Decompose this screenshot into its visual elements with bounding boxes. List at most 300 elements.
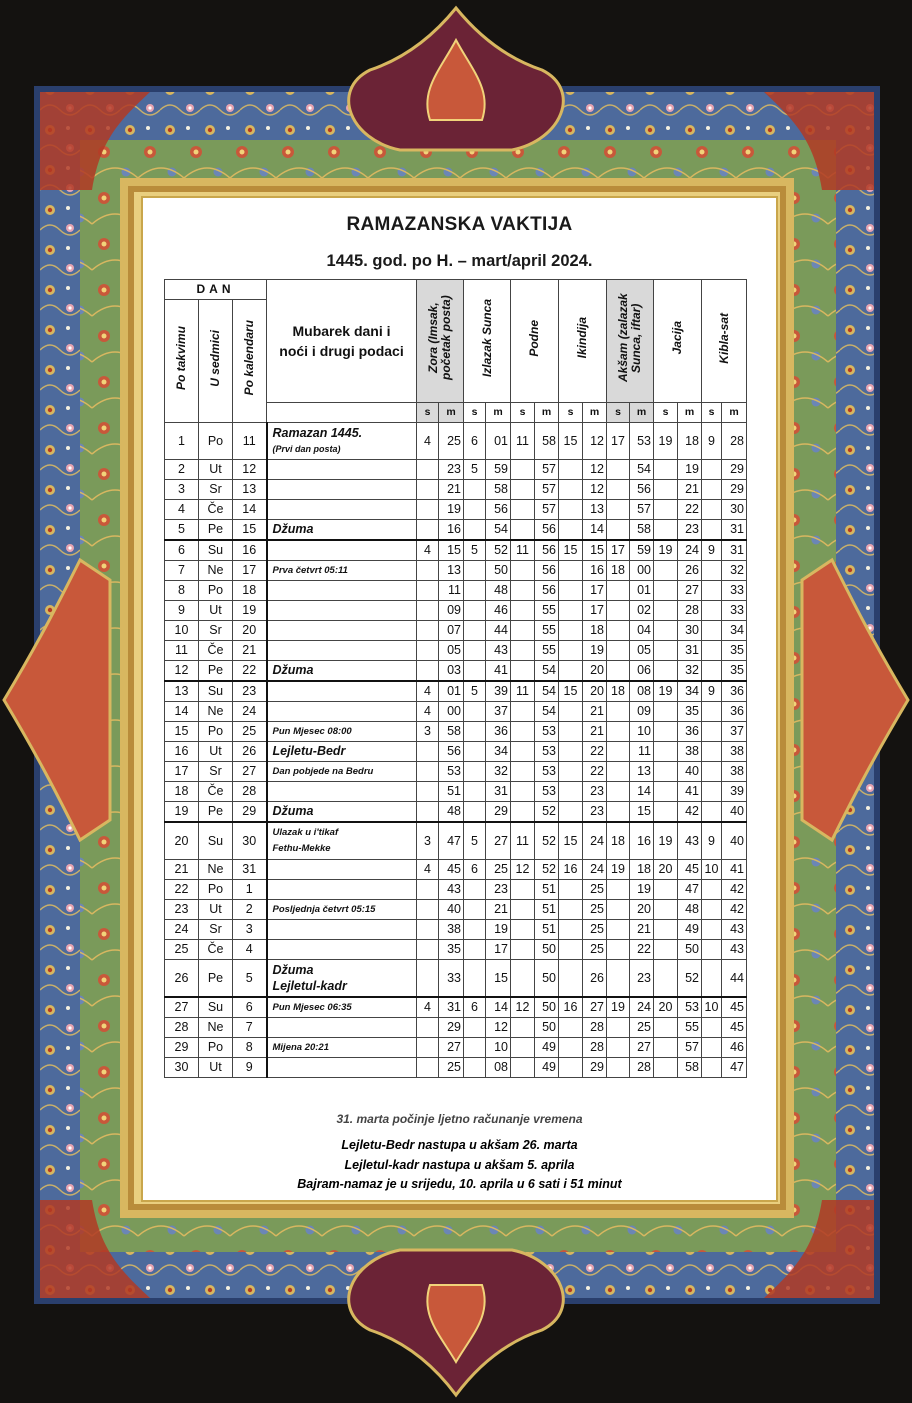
time-hours: [607, 702, 630, 722]
time-minutes: 45: [678, 860, 702, 880]
day-weekday: Su: [199, 822, 233, 860]
time-minutes: 54: [535, 661, 559, 682]
time-hours: [417, 581, 439, 601]
time-minutes: 15: [583, 540, 607, 561]
day-takvim: 30: [165, 1058, 199, 1078]
time-hours: [654, 802, 678, 823]
day-weekday: Sr: [199, 621, 233, 641]
time-hours: [702, 621, 722, 641]
time-hours: 19: [607, 997, 630, 1018]
time-minutes: 25: [583, 900, 607, 920]
time-minutes: 53: [535, 742, 559, 762]
day-takvim: 13: [165, 681, 199, 702]
time-minutes: 58: [630, 520, 654, 541]
time-hours: [417, 520, 439, 541]
day-takvim: 7: [165, 561, 199, 581]
unit-hours: s: [654, 403, 678, 423]
time-minutes: 26: [678, 561, 702, 581]
time-minutes: 10: [486, 1038, 511, 1058]
time-hours: [511, 480, 535, 500]
unit-hours: s: [702, 403, 722, 423]
time-hours: [607, 722, 630, 742]
time-hours: [464, 520, 486, 541]
time-hours: [607, 782, 630, 802]
sedmica-header: U sedmici: [199, 300, 233, 423]
time-minutes: 35: [439, 940, 464, 960]
time-hours: [702, 1038, 722, 1058]
time-minutes: 47: [678, 880, 702, 900]
time-minutes: 12: [486, 1018, 511, 1038]
time-hours: [654, 500, 678, 520]
table-row: [165, 960, 747, 998]
time-hours: [607, 1018, 630, 1038]
time-hours: [464, 702, 486, 722]
time-hours: [511, 940, 535, 960]
day-weekday: Su: [199, 997, 233, 1018]
day-note: [267, 621, 417, 641]
table-row: [165, 762, 747, 782]
time-minutes: 56: [535, 561, 559, 581]
time-hours: [417, 500, 439, 520]
time-hours: [559, 621, 583, 641]
time-hours: [464, 641, 486, 661]
time-minutes: 36: [722, 702, 747, 722]
time-minutes: 56: [439, 742, 464, 762]
note-line: Džuma: [272, 804, 314, 818]
day-note: [267, 1058, 417, 1078]
day-takvim: 1: [165, 423, 199, 460]
time-minutes: 27: [583, 997, 607, 1018]
table-row: [165, 681, 747, 702]
day-note: [267, 702, 417, 722]
time-minutes: 13: [439, 561, 464, 581]
time-minutes: 26: [583, 960, 607, 998]
time-minutes: 54: [630, 460, 654, 480]
time-minutes: 05: [630, 641, 654, 661]
time-minutes: 22: [678, 500, 702, 520]
kibla-header: Kibla-sat: [702, 280, 747, 403]
ikindija-header: Ikindija: [559, 280, 607, 403]
day-takvim: 5: [165, 520, 199, 541]
time-hours: [417, 802, 439, 823]
day-calendar: 14: [233, 500, 267, 520]
day-takvim: 18: [165, 782, 199, 802]
day-takvim: 9: [165, 601, 199, 621]
time-hours: [702, 742, 722, 762]
note-line: Lejletul-kadr: [272, 979, 347, 993]
day-note: [267, 581, 417, 601]
time-minutes: 20: [630, 900, 654, 920]
note-line: Džuma: [272, 663, 314, 677]
table-row: [165, 722, 747, 742]
day-takvim: 26: [165, 960, 199, 998]
time-minutes: 44: [486, 621, 511, 641]
time-hours: [511, 742, 535, 762]
time-hours: [702, 900, 722, 920]
time-hours: 12: [511, 997, 535, 1018]
time-minutes: 21: [678, 480, 702, 500]
time-minutes: 33: [722, 601, 747, 621]
day-note: [267, 540, 417, 561]
day-calendar: 29: [233, 802, 267, 823]
note-line: Ramazan 1445.: [272, 426, 363, 440]
table-row: [165, 480, 747, 500]
day-takvim: 4: [165, 500, 199, 520]
time-minutes: 57: [535, 460, 559, 480]
time-hours: 19: [654, 540, 678, 561]
time-hours: [702, 762, 722, 782]
day-takvim: 22: [165, 880, 199, 900]
time-hours: [702, 782, 722, 802]
time-minutes: 43: [722, 920, 747, 940]
day-weekday: Po: [199, 423, 233, 460]
time-hours: [654, 880, 678, 900]
time-minutes: 59: [630, 540, 654, 561]
time-hours: [654, 621, 678, 641]
time-hours: 19: [607, 860, 630, 880]
time-minutes: 54: [535, 702, 559, 722]
time-hours: [511, 520, 535, 541]
time-hours: [464, 661, 486, 682]
time-minutes: 11: [630, 742, 654, 762]
unit-minutes: m: [439, 403, 464, 423]
note-line: Džuma: [272, 963, 314, 977]
time-minutes: 13: [583, 500, 607, 520]
time-hours: 18: [607, 681, 630, 702]
time-minutes: 14: [486, 997, 511, 1018]
time-minutes: 41: [722, 860, 747, 880]
time-minutes: 23: [583, 782, 607, 802]
time-minutes: 02: [630, 601, 654, 621]
time-minutes: 23: [486, 880, 511, 900]
time-hours: [559, 1018, 583, 1038]
unit-hours: s: [511, 403, 535, 423]
time-minutes: 28: [583, 1038, 607, 1058]
time-minutes: 03: [439, 661, 464, 682]
time-hours: 17: [607, 423, 630, 460]
time-hours: [417, 940, 439, 960]
time-hours: [654, 581, 678, 601]
time-hours: [607, 621, 630, 641]
time-minutes: 51: [439, 782, 464, 802]
day-calendar: 11: [233, 423, 267, 460]
table-row: [165, 561, 747, 581]
time-hours: [607, 460, 630, 480]
time-minutes: 45: [439, 860, 464, 880]
time-hours: [559, 480, 583, 500]
day-weekday: Sr: [199, 480, 233, 500]
time-hours: [417, 661, 439, 682]
table-row: [165, 880, 747, 900]
time-hours: [654, 1058, 678, 1078]
time-hours: [654, 1038, 678, 1058]
zora-header: Zora (Imsak, početak posta): [417, 280, 464, 403]
day-calendar: 28: [233, 782, 267, 802]
table-row: [165, 641, 747, 661]
time-minutes: 35: [722, 661, 747, 682]
day-weekday: Ne: [199, 860, 233, 880]
day-note: [267, 661, 417, 682]
time-minutes: 53: [439, 762, 464, 782]
time-hours: 15: [559, 423, 583, 460]
time-minutes: 31: [722, 520, 747, 541]
table-row: [165, 500, 747, 520]
time-minutes: 49: [535, 1058, 559, 1078]
time-hours: [511, 1038, 535, 1058]
time-minutes: 56: [486, 500, 511, 520]
time-minutes: 52: [535, 802, 559, 823]
time-minutes: 59: [486, 460, 511, 480]
time-hours: [702, 702, 722, 722]
time-minutes: 47: [722, 1058, 747, 1078]
day-weekday: Po: [199, 722, 233, 742]
time-minutes: 21: [583, 702, 607, 722]
time-hours: 5: [464, 540, 486, 561]
time-hours: [654, 960, 678, 998]
unit-minutes: m: [630, 403, 654, 423]
time-minutes: 01: [439, 681, 464, 702]
day-note: [267, 1038, 417, 1058]
time-hours: 11: [511, 681, 535, 702]
time-minutes: 55: [535, 621, 559, 641]
time-hours: [607, 920, 630, 940]
table-row: [165, 601, 747, 621]
note-line: Mijena 20:21: [272, 1042, 329, 1053]
day-calendar: 30: [233, 822, 267, 860]
time-hours: [607, 480, 630, 500]
time-hours: [511, 621, 535, 641]
time-hours: [417, 621, 439, 641]
day-calendar: 5: [233, 960, 267, 998]
takvim-header: Po takvimu: [165, 300, 199, 423]
time-hours: 5: [464, 681, 486, 702]
day-weekday: Če: [199, 940, 233, 960]
day-takvim: 23: [165, 900, 199, 920]
note-line: Posljednja četvrt 05:15: [272, 904, 376, 915]
dst-note: 31. marta počinje ljetno računanje vremena: [336, 1112, 583, 1126]
page-title: RAMAZANSKA VAKTIJA: [346, 214, 573, 235]
time-hours: 15: [559, 822, 583, 860]
time-minutes: 24: [630, 997, 654, 1018]
time-hours: [464, 742, 486, 762]
time-minutes: 11: [439, 581, 464, 601]
time-hours: [464, 1058, 486, 1078]
time-minutes: 19: [678, 460, 702, 480]
time-hours: [654, 940, 678, 960]
time-hours: 5: [464, 460, 486, 480]
day-weekday: Po: [199, 581, 233, 601]
time-minutes: 24: [678, 540, 702, 561]
time-hours: [607, 641, 630, 661]
unit-minutes: m: [722, 403, 747, 423]
time-minutes: 31: [678, 641, 702, 661]
day-note: [267, 722, 417, 742]
unit-hours: s: [559, 403, 583, 423]
time-hours: [511, 1058, 535, 1078]
time-hours: [464, 1038, 486, 1058]
time-minutes: 15: [630, 802, 654, 823]
time-minutes: 25: [583, 920, 607, 940]
day-note: [267, 423, 417, 460]
time-minutes: 29: [583, 1058, 607, 1078]
time-minutes: 53: [535, 782, 559, 802]
unit-hours: s: [464, 403, 486, 423]
day-calendar: 25: [233, 722, 267, 742]
time-hours: [702, 802, 722, 823]
time-hours: [559, 960, 583, 998]
time-hours: [417, 641, 439, 661]
time-hours: 4: [417, 540, 439, 561]
time-hours: [464, 500, 486, 520]
day-note: [267, 940, 417, 960]
day-calendar: 19: [233, 601, 267, 621]
table-row: [165, 702, 747, 722]
jacija-header: Jacija: [654, 280, 702, 403]
day-weekday: Ut: [199, 742, 233, 762]
day-calendar: 3: [233, 920, 267, 940]
time-hours: [702, 480, 722, 500]
note-line: Prva četvrt 05:11: [272, 565, 348, 576]
time-hours: [559, 762, 583, 782]
time-minutes: 46: [722, 1038, 747, 1058]
time-minutes: 18: [678, 423, 702, 460]
day-takvim: 15: [165, 722, 199, 742]
time-minutes: 09: [439, 601, 464, 621]
time-minutes: 58: [439, 722, 464, 742]
time-minutes: 57: [678, 1038, 702, 1058]
table-row: [165, 540, 747, 561]
time-minutes: 41: [486, 661, 511, 682]
day-weekday: Pe: [199, 960, 233, 998]
time-minutes: 38: [678, 742, 702, 762]
time-minutes: 54: [486, 520, 511, 541]
time-minutes: 49: [535, 1038, 559, 1058]
day-takvim: 11: [165, 641, 199, 661]
day-weekday: Ne: [199, 702, 233, 722]
time-minutes: 01: [630, 581, 654, 601]
time-hours: [654, 900, 678, 920]
time-hours: [654, 742, 678, 762]
time-hours: [702, 601, 722, 621]
note-line: Džuma: [272, 522, 314, 536]
time-minutes: 27: [486, 822, 511, 860]
day-note: [267, 860, 417, 880]
time-hours: [654, 722, 678, 742]
day-weekday: Če: [199, 782, 233, 802]
day-weekday: Ut: [199, 460, 233, 480]
day-calendar: 2: [233, 900, 267, 920]
day-weekday: Ne: [199, 1018, 233, 1038]
time-hours: [702, 661, 722, 682]
time-minutes: 52: [678, 960, 702, 998]
time-hours: [511, 782, 535, 802]
time-hours: [511, 960, 535, 998]
table-row: [165, 782, 747, 802]
table-row: [165, 1018, 747, 1038]
time-minutes: 53: [535, 722, 559, 742]
time-hours: [464, 581, 486, 601]
time-hours: 9: [702, 423, 722, 460]
time-hours: [559, 500, 583, 520]
table-row: [165, 460, 747, 480]
time-hours: [607, 802, 630, 823]
day-weekday: Sr: [199, 920, 233, 940]
time-hours: [559, 661, 583, 682]
unit-hours: s: [417, 403, 439, 423]
time-hours: [607, 601, 630, 621]
time-minutes: 01: [486, 423, 511, 460]
time-minutes: 12: [583, 460, 607, 480]
day-weekday: Pe: [199, 802, 233, 823]
day-weekday: Po: [199, 1038, 233, 1058]
time-minutes: 18: [583, 621, 607, 641]
time-minutes: 55: [535, 601, 559, 621]
time-hours: [417, 561, 439, 581]
time-minutes: 14: [630, 782, 654, 802]
time-hours: [417, 762, 439, 782]
time-hours: [417, 480, 439, 500]
day-note: [267, 500, 417, 520]
time-minutes: 23: [583, 802, 607, 823]
time-minutes: 37: [486, 702, 511, 722]
time-hours: [654, 480, 678, 500]
time-hours: [559, 880, 583, 900]
time-hours: 6: [464, 423, 486, 460]
day-takvim: 10: [165, 621, 199, 641]
time-hours: [511, 500, 535, 520]
time-hours: [559, 460, 583, 480]
time-minutes: 36: [678, 722, 702, 742]
day-calendar: 13: [233, 480, 267, 500]
day-weekday: Če: [199, 500, 233, 520]
time-minutes: 56: [630, 480, 654, 500]
time-hours: [511, 900, 535, 920]
time-hours: [607, 960, 630, 998]
time-minutes: 42: [678, 802, 702, 823]
time-hours: [464, 1018, 486, 1038]
time-hours: 11: [511, 822, 535, 860]
time-minutes: 21: [583, 722, 607, 742]
aksam-header: Akšam (zalazak Sunca, iftar): [607, 280, 654, 403]
time-minutes: 58: [678, 1058, 702, 1078]
day-calendar: 18: [233, 581, 267, 601]
time-minutes: 51: [535, 900, 559, 920]
time-minutes: 31: [722, 540, 747, 561]
time-hours: [559, 782, 583, 802]
time-hours: [702, 880, 722, 900]
time-minutes: 21: [630, 920, 654, 940]
time-minutes: 42: [722, 900, 747, 920]
time-minutes: 21: [439, 480, 464, 500]
time-minutes: 50: [535, 960, 559, 998]
table-row: [165, 860, 747, 880]
time-hours: [607, 880, 630, 900]
time-minutes: 40: [722, 802, 747, 823]
time-minutes: 29: [486, 802, 511, 823]
time-minutes: 40: [722, 822, 747, 860]
time-hours: 3: [417, 822, 439, 860]
time-hours: [511, 581, 535, 601]
time-minutes: 28: [678, 601, 702, 621]
table-row: [165, 802, 747, 823]
time-hours: [607, 762, 630, 782]
unit-minutes: m: [486, 403, 511, 423]
time-hours: 18: [607, 561, 630, 581]
time-minutes: 35: [678, 702, 702, 722]
time-minutes: 30: [678, 621, 702, 641]
time-minutes: 17: [583, 581, 607, 601]
footer-line-1: Lejletu-Bedr nastupa u akšam 26. marta: [341, 1138, 578, 1152]
